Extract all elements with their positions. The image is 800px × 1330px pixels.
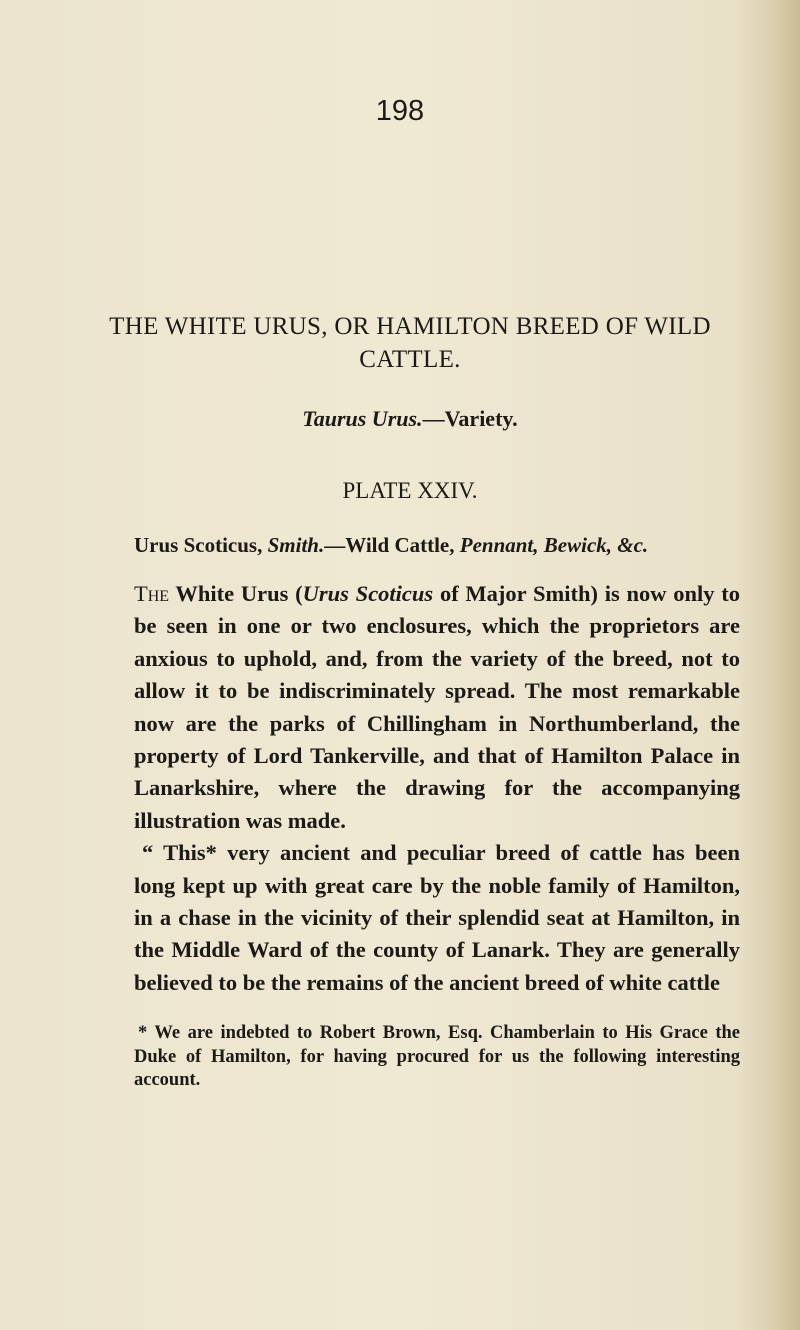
synonymy-line (134, 533, 744, 558)
lead-word: The (134, 581, 170, 606)
synonym-1: Urus Scoticus, (134, 533, 263, 557)
species-name: Taurus Urus. (302, 406, 423, 431)
synonym-2: —Wild Cattle, (324, 533, 455, 557)
body-text (134, 578, 740, 999)
page-number: 198 (375, 95, 425, 127)
footnote: * We are indebted to Robert Brown, Esq. Chamberlain to His Grace the Duke of Hamilton, for having procured for us the following interesting account. (134, 1023, 740, 1090)
paragraph-1 (134, 578, 740, 837)
species-subtitle (100, 406, 720, 432)
synonym-author-2: Pennant, Bewick, &c. (459, 533, 649, 557)
synonym-author-1: Smith. (267, 533, 325, 557)
chapter-title: THE WHITE URUS, OR HAMILTON BREED OF WILD CATTLE. (109, 313, 711, 373)
paragraph-1-text-a: White Urus ( (175, 581, 303, 606)
plate-label: PLATE XXIV. (342, 478, 478, 503)
paragraph-2: “ This* very ancient and peculiar breed of cattle has been long kept up with great care by the noble family of Hamilton, in a chase in the vicinity of their splendid seat at Hamilton, in the Middle Ward of the county of Lanark. They are generally believed to be the remains of the ancient breed of white cattle (134, 840, 740, 995)
variety-label: —Variety. (422, 406, 518, 431)
paragraph-1-text-b: of Major Smith) is now only to be seen in one or two enclosures, which the proprietors are anxious to uphold, and, from the variety of the breed, not to allow it to be indiscriminately spread. The most remarkable now are the parks of Chillingham in Northumberland, the property of Lord Tankerville, and that of Hamilton Palace in Lanarkshire, where the drawing for the accompanying illustration was made. (134, 581, 740, 833)
paragraph-1-italic: Urus Scoticus (302, 581, 434, 606)
